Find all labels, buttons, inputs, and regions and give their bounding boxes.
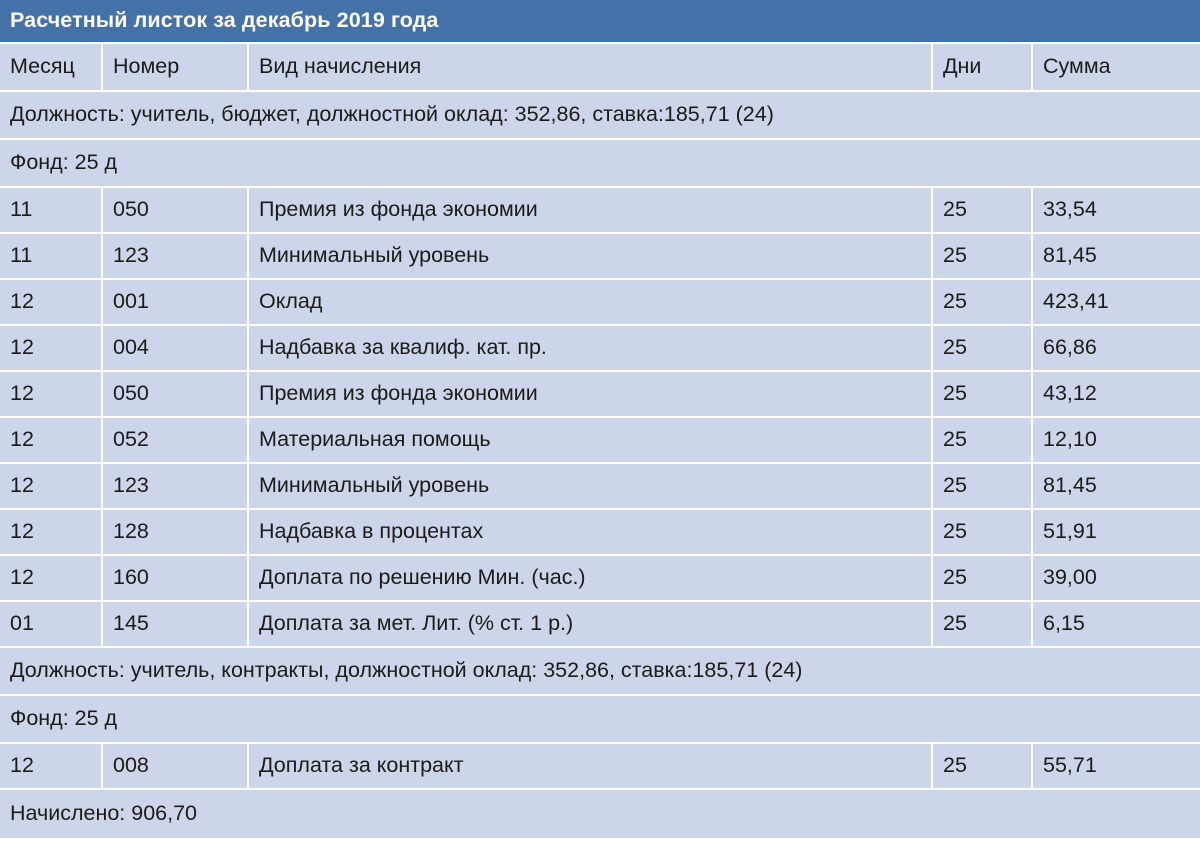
total-row	[0, 789, 1200, 838]
cell-month: 11	[0, 233, 102, 279]
cell-days: 25	[932, 509, 1032, 555]
section-position-row	[0, 647, 1200, 695]
cell-name: Материальная помощь	[248, 417, 932, 463]
cell-code: 001	[102, 279, 248, 325]
column-header-name: Вид начисления	[248, 43, 932, 91]
cell-code: 052	[102, 417, 248, 463]
table-row	[0, 371, 1200, 417]
column-header-code: Номер	[102, 43, 248, 91]
section-fund-label: Фонд: 25 д	[0, 139, 1200, 187]
cell-month: 12	[0, 325, 102, 371]
cell-sum: 66,86	[1032, 325, 1200, 371]
table-row	[0, 601, 1200, 647]
cell-sum: 81,45	[1032, 463, 1200, 509]
cell-name: Оклад	[248, 279, 932, 325]
cell-code: 050	[102, 371, 248, 417]
cell-days: 25	[932, 417, 1032, 463]
cell-days: 25	[932, 325, 1032, 371]
cell-month: 12	[0, 279, 102, 325]
cell-name: Премия из фонда экономии	[248, 371, 932, 417]
section-fund-row	[0, 695, 1200, 743]
table-row	[0, 555, 1200, 601]
cell-month: 12	[0, 555, 102, 601]
cell-month: 12	[0, 743, 102, 789]
table-row	[0, 509, 1200, 555]
table-row	[0, 233, 1200, 279]
document-title-row	[0, 0, 1200, 43]
section-position-label: Должность: учитель, контракты, должностной оклад: 352,86, ставка:185,71 (24)	[0, 647, 1200, 695]
cell-code: 145	[102, 601, 248, 647]
column-header-sum: Сумма	[1032, 43, 1200, 91]
table-row	[0, 417, 1200, 463]
total-label: Начислено: 906,70	[0, 789, 1200, 838]
section-fund-row	[0, 139, 1200, 187]
cell-code: 050	[102, 187, 248, 233]
document-title: Расчетный листок за декабрь 2019 года	[0, 0, 1200, 43]
table-header-row	[0, 43, 1200, 91]
page-bottom-margin	[0, 838, 1200, 866]
cell-code: 004	[102, 325, 248, 371]
cell-name: Доплата по решению Мин. (час.)	[248, 555, 932, 601]
cell-code: 123	[102, 233, 248, 279]
cell-code: 123	[102, 463, 248, 509]
cell-sum: 55,71	[1032, 743, 1200, 789]
cell-month: 11	[0, 187, 102, 233]
column-header-days: Дни	[932, 43, 1032, 91]
column-header-month: Месяц	[0, 43, 102, 91]
cell-name: Премия из фонда экономии	[248, 187, 932, 233]
table-row	[0, 743, 1200, 789]
cell-days: 25	[932, 743, 1032, 789]
cell-sum: 12,10	[1032, 417, 1200, 463]
cell-days: 25	[932, 463, 1032, 509]
cell-name: Надбавка в процентах	[248, 509, 932, 555]
cell-name: Надбавка за квалиф. кат. пр.	[248, 325, 932, 371]
cell-days: 25	[932, 371, 1032, 417]
table-row	[0, 325, 1200, 371]
cell-name: Доплата за мет. Лит. (% ст. 1 р.)	[248, 601, 932, 647]
cell-name: Минимальный уровень	[248, 233, 932, 279]
cell-days: 25	[932, 601, 1032, 647]
cell-sum: 43,12	[1032, 371, 1200, 417]
cell-days: 25	[932, 279, 1032, 325]
cell-sum: 81,45	[1032, 233, 1200, 279]
cell-code: 128	[102, 509, 248, 555]
section-position-label: Должность: учитель, бюджет, должностной оклад: 352,86, ставка:185,71 (24)	[0, 91, 1200, 139]
cell-sum: 39,00	[1032, 555, 1200, 601]
cell-sum: 33,54	[1032, 187, 1200, 233]
cell-name: Минимальный уровень	[248, 463, 932, 509]
table-row	[0, 187, 1200, 233]
cell-sum: 51,91	[1032, 509, 1200, 555]
cell-code: 008	[102, 743, 248, 789]
table-row	[0, 279, 1200, 325]
table-row	[0, 463, 1200, 509]
cell-days: 25	[932, 187, 1032, 233]
section-position-row	[0, 91, 1200, 139]
cell-name: Доплата за контракт	[248, 743, 932, 789]
cell-month: 12	[0, 417, 102, 463]
cell-month: 12	[0, 463, 102, 509]
cell-code: 160	[102, 555, 248, 601]
cell-month: 01	[0, 601, 102, 647]
cell-sum: 6,15	[1032, 601, 1200, 647]
cell-days: 25	[932, 233, 1032, 279]
cell-sum: 423,41	[1032, 279, 1200, 325]
cell-month: 12	[0, 371, 102, 417]
cell-days: 25	[932, 555, 1032, 601]
cell-month: 12	[0, 509, 102, 555]
section-fund-label: Фонд: 25 д	[0, 695, 1200, 743]
